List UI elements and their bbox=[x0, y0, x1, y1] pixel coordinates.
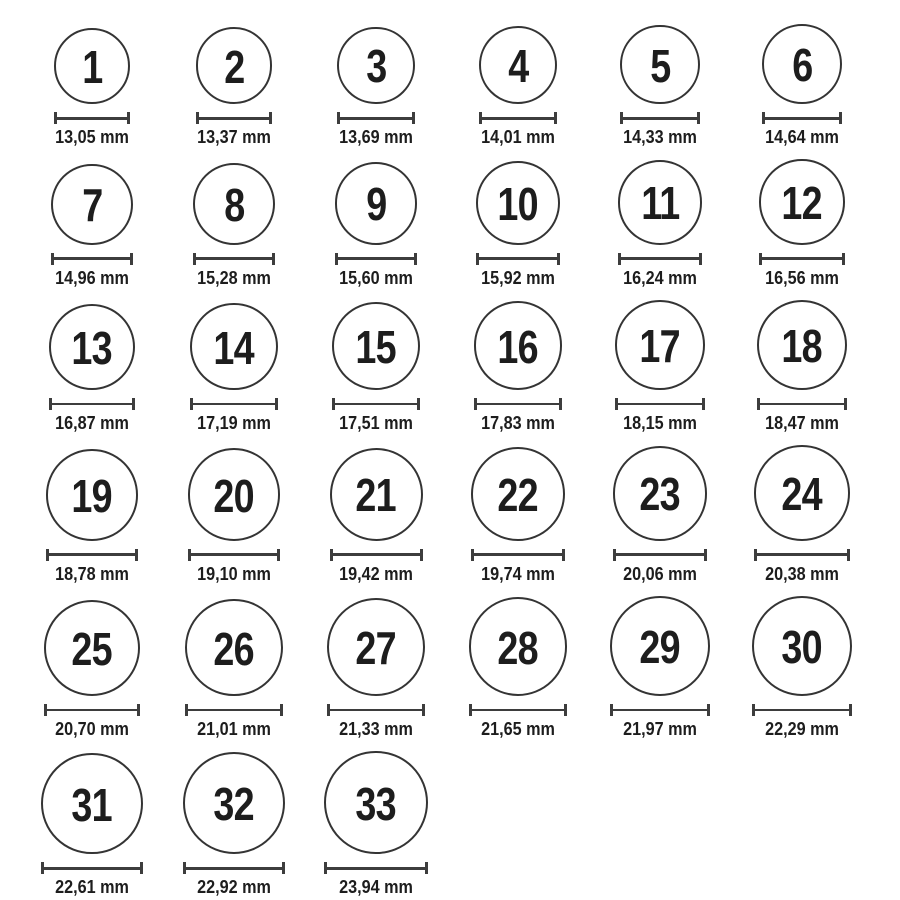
ring-size-number: 1 bbox=[81, 41, 103, 94]
ring-size-cell bbox=[21, 600, 163, 740]
diameter-measure-line bbox=[757, 398, 847, 410]
ring-size-cell bbox=[447, 301, 589, 434]
measure-bar bbox=[765, 117, 839, 120]
ring-circle bbox=[335, 162, 418, 245]
diameter-label: 20,06 mm bbox=[623, 563, 697, 584]
ring-circle bbox=[185, 599, 282, 696]
ring-circle bbox=[54, 28, 130, 104]
measure-bar bbox=[193, 403, 274, 406]
diameter-label: 19,10 mm bbox=[197, 563, 271, 584]
ring-size-number: 9 bbox=[365, 178, 387, 231]
ring-circle bbox=[330, 448, 423, 541]
measure-right-tick bbox=[844, 398, 847, 410]
diameter-measure-line bbox=[615, 398, 705, 410]
ring-circle bbox=[469, 597, 568, 696]
diameter-measure-line bbox=[474, 398, 563, 410]
diameter-label: 14,96 mm bbox=[55, 267, 129, 288]
ring-circle bbox=[324, 751, 427, 854]
ring-size-number: 18 bbox=[781, 319, 823, 372]
ring-size-cell bbox=[447, 26, 589, 149]
diameter-label: 21,01 mm bbox=[197, 719, 271, 740]
ring-size-number: 19 bbox=[71, 469, 113, 522]
diameter-label: 15,92 mm bbox=[481, 267, 555, 288]
ring-circle bbox=[327, 598, 425, 696]
diameter-label: 16,56 mm bbox=[765, 267, 839, 288]
measure-bar bbox=[44, 867, 140, 870]
ring-circle bbox=[332, 302, 420, 390]
ring-size-number: 15 bbox=[355, 321, 397, 374]
diameter-label: 21,97 mm bbox=[623, 719, 697, 740]
measure-bar bbox=[335, 403, 417, 406]
ring-size-number: 27 bbox=[355, 622, 397, 675]
ring-size-cell bbox=[305, 27, 447, 149]
ring-size-number: 5 bbox=[649, 39, 671, 92]
ring-size-number: 17 bbox=[639, 320, 681, 373]
measure-bar bbox=[57, 117, 127, 120]
measure-right-tick bbox=[564, 704, 567, 716]
measure-right-tick bbox=[414, 253, 417, 265]
ring-circle bbox=[762, 24, 842, 104]
diameter-label: 17,83 mm bbox=[481, 413, 555, 434]
ring-size-cell bbox=[305, 448, 447, 585]
diameter-measure-line bbox=[49, 398, 135, 410]
ring-size-cell bbox=[589, 300, 731, 434]
diameter-label: 22,61 mm bbox=[55, 877, 129, 898]
diameter-label: 13,69 mm bbox=[339, 127, 413, 148]
ring-size-number: 13 bbox=[71, 321, 113, 374]
measure-bar bbox=[621, 257, 700, 260]
ring-size-number: 21 bbox=[355, 469, 397, 522]
ring-circle bbox=[757, 300, 847, 390]
measure-right-tick bbox=[699, 253, 702, 265]
ring-size-number: 16 bbox=[497, 320, 539, 373]
measure-right-tick bbox=[127, 112, 130, 124]
diameter-label: 18,15 mm bbox=[623, 413, 697, 434]
measure-bar bbox=[188, 709, 279, 712]
diameter-label: 18,78 mm bbox=[55, 563, 129, 584]
measure-right-tick bbox=[420, 549, 423, 561]
ring-circle bbox=[479, 26, 558, 105]
measure-bar bbox=[474, 553, 562, 556]
diameter-label: 21,33 mm bbox=[339, 719, 413, 740]
measure-right-tick bbox=[417, 398, 420, 410]
diameter-measure-line bbox=[54, 112, 130, 124]
diameter-measure-line bbox=[44, 704, 140, 716]
measure-right-tick bbox=[849, 704, 852, 716]
ring-size-cell bbox=[731, 445, 873, 585]
ring-circle bbox=[44, 600, 140, 696]
measure-bar bbox=[338, 257, 415, 260]
measure-right-tick bbox=[269, 112, 272, 124]
diameter-label: 13,05 mm bbox=[55, 127, 129, 148]
measure-bar bbox=[477, 403, 560, 406]
measure-right-tick bbox=[280, 704, 283, 716]
measure-right-tick bbox=[847, 549, 850, 561]
diameter-measure-line bbox=[469, 704, 568, 716]
measure-right-tick bbox=[702, 398, 705, 410]
diameter-measure-line bbox=[471, 549, 565, 561]
measure-bar bbox=[755, 709, 850, 712]
ring-size-cell bbox=[163, 163, 305, 289]
diameter-label: 14,33 mm bbox=[623, 127, 697, 148]
diameter-label: 16,87 mm bbox=[55, 413, 129, 434]
measure-bar bbox=[482, 117, 555, 120]
ring-size-number: 23 bbox=[639, 468, 681, 521]
measure-bar bbox=[196, 257, 272, 260]
diameter-measure-line bbox=[41, 862, 143, 874]
ring-size-cell bbox=[731, 24, 873, 148]
ring-circle bbox=[474, 301, 563, 390]
ring-size-number: 22 bbox=[497, 468, 539, 521]
diameter-label: 22,29 mm bbox=[765, 719, 839, 740]
ring-size-cell bbox=[305, 302, 447, 434]
diameter-measure-line bbox=[51, 253, 132, 265]
diameter-measure-line bbox=[324, 862, 427, 874]
ring-circle bbox=[196, 27, 273, 104]
ring-size-number: 3 bbox=[365, 40, 387, 93]
diameter-measure-line bbox=[332, 398, 420, 410]
ring-size-number: 30 bbox=[781, 620, 823, 673]
ring-size-cell bbox=[21, 28, 163, 148]
ring-circle bbox=[615, 300, 705, 390]
measure-right-tick bbox=[277, 549, 280, 561]
ring-circle bbox=[51, 164, 132, 245]
diameter-measure-line bbox=[479, 112, 558, 124]
ring-size-number: 32 bbox=[213, 778, 255, 831]
ring-size-cell bbox=[163, 27, 305, 148]
measure-bar bbox=[623, 117, 696, 120]
ring-circle bbox=[610, 596, 710, 696]
measure-right-tick bbox=[422, 704, 425, 716]
ring-circle bbox=[190, 303, 277, 390]
measure-bar bbox=[191, 553, 277, 556]
ring-size-cell bbox=[163, 752, 305, 898]
diameter-measure-line bbox=[476, 253, 560, 265]
ring-size-number: 20 bbox=[213, 469, 255, 522]
measure-right-tick bbox=[704, 549, 707, 561]
measure-bar bbox=[757, 553, 847, 556]
diameter-measure-line bbox=[337, 112, 415, 124]
measure-right-tick bbox=[282, 862, 285, 874]
diameter-measure-line bbox=[185, 704, 282, 716]
ring-size-number: 6 bbox=[791, 39, 813, 92]
ring-size-number: 14 bbox=[213, 321, 255, 374]
ring-circle bbox=[193, 163, 275, 245]
diameter-label: 15,60 mm bbox=[339, 267, 413, 288]
ring-circle bbox=[41, 753, 143, 855]
measure-bar bbox=[333, 553, 420, 556]
measure-right-tick bbox=[130, 253, 133, 265]
ring-circle bbox=[754, 445, 850, 541]
ring-circle bbox=[183, 752, 285, 854]
measure-bar bbox=[327, 867, 424, 870]
measure-right-tick bbox=[697, 112, 700, 124]
diameter-label: 19,42 mm bbox=[339, 563, 413, 584]
diameter-label: 20,70 mm bbox=[55, 719, 129, 740]
ring-size-cell bbox=[447, 161, 589, 289]
ring-circle bbox=[618, 160, 703, 245]
diameter-measure-line bbox=[762, 112, 842, 124]
measure-bar bbox=[479, 257, 557, 260]
ring-size-cell bbox=[305, 162, 447, 289]
measure-bar bbox=[762, 257, 841, 260]
ring-size-cell bbox=[447, 597, 589, 740]
chart-row bbox=[21, 751, 900, 898]
measure-right-tick bbox=[135, 549, 138, 561]
diameter-label: 21,65 mm bbox=[481, 719, 555, 740]
chart-row bbox=[21, 300, 900, 434]
diameter-label: 22,92 mm bbox=[197, 877, 271, 898]
measure-bar bbox=[54, 257, 129, 260]
diameter-measure-line bbox=[330, 549, 423, 561]
diameter-measure-line bbox=[196, 112, 273, 124]
ring-size-cell bbox=[21, 449, 163, 584]
measure-bar bbox=[340, 117, 412, 120]
ring-size-number: 10 bbox=[497, 177, 539, 230]
ring-size-cell bbox=[731, 596, 873, 741]
ring-circle bbox=[49, 304, 135, 390]
diameter-label: 17,19 mm bbox=[197, 413, 271, 434]
measure-right-tick bbox=[559, 398, 562, 410]
ring-size-cell bbox=[589, 25, 731, 148]
measure-right-tick bbox=[557, 253, 560, 265]
measure-right-tick bbox=[425, 862, 428, 874]
diameter-label: 13,37 mm bbox=[197, 127, 271, 148]
chart-row bbox=[21, 445, 900, 585]
ring-size-number: 8 bbox=[223, 178, 245, 231]
diameter-measure-line bbox=[46, 549, 137, 561]
ring-size-cell bbox=[589, 596, 731, 740]
ring-size-number: 29 bbox=[639, 621, 681, 674]
ring-size-number: 33 bbox=[355, 777, 397, 830]
ring-circle bbox=[476, 161, 560, 245]
ring-size-number: 26 bbox=[213, 622, 255, 675]
ring-size-number: 25 bbox=[71, 623, 113, 676]
ring-size-number: 4 bbox=[507, 39, 529, 92]
diameter-label: 23,94 mm bbox=[339, 877, 413, 898]
ring-size-cell bbox=[163, 448, 305, 584]
diameter-measure-line bbox=[620, 112, 699, 124]
measure-right-tick bbox=[137, 704, 140, 716]
measure-bar bbox=[616, 553, 705, 556]
diameter-measure-line bbox=[190, 398, 277, 410]
measure-right-tick bbox=[842, 253, 845, 265]
ring-size-number: 7 bbox=[81, 179, 103, 232]
ring-circle bbox=[620, 25, 699, 104]
diameter-label: 14,01 mm bbox=[481, 127, 555, 148]
diameter-measure-line bbox=[188, 549, 280, 561]
diameter-measure-line bbox=[335, 253, 418, 265]
measure-bar bbox=[49, 553, 134, 556]
chart-row bbox=[21, 159, 900, 288]
measure-bar bbox=[760, 403, 844, 406]
measure-bar bbox=[613, 709, 707, 712]
measure-right-tick bbox=[707, 704, 710, 716]
diameter-measure-line bbox=[618, 253, 703, 265]
diameter-measure-line bbox=[754, 549, 850, 561]
ring-circle bbox=[188, 448, 280, 540]
ring-size-cell bbox=[589, 446, 731, 585]
diameter-label: 17,51 mm bbox=[339, 413, 413, 434]
measure-right-tick bbox=[132, 398, 135, 410]
diameter-label: 16,24 mm bbox=[623, 267, 697, 288]
ring-size-cell bbox=[21, 753, 163, 899]
ring-size-number: 24 bbox=[781, 467, 823, 520]
measure-bar bbox=[199, 117, 270, 120]
diameter-label: 15,28 mm bbox=[197, 267, 271, 288]
chart-row bbox=[21, 24, 900, 148]
diameter-label: 14,64 mm bbox=[765, 127, 839, 148]
measure-right-tick bbox=[412, 112, 415, 124]
measure-right-tick bbox=[140, 862, 143, 874]
diameter-label: 18,47 mm bbox=[765, 413, 839, 434]
diameter-label: 19,74 mm bbox=[481, 563, 555, 584]
diameter-measure-line bbox=[193, 253, 275, 265]
ring-size-cell bbox=[163, 303, 305, 434]
measure-bar bbox=[472, 709, 565, 712]
ring-size-cell bbox=[21, 164, 163, 289]
measure-bar bbox=[186, 867, 282, 870]
measure-right-tick bbox=[272, 253, 275, 265]
chart-row bbox=[21, 596, 900, 741]
ring-size-cell bbox=[731, 300, 873, 434]
diameter-measure-line bbox=[610, 704, 710, 716]
diameter-measure-line bbox=[613, 549, 708, 561]
diameter-measure-line bbox=[327, 704, 425, 716]
ring-size-cell bbox=[21, 304, 163, 434]
ring-size-cell bbox=[305, 598, 447, 740]
ring-circle bbox=[613, 446, 708, 541]
ring-circle bbox=[337, 27, 415, 105]
ring-circle bbox=[759, 159, 844, 244]
ring-size-cell bbox=[163, 599, 305, 740]
ring-size-number: 11 bbox=[640, 177, 680, 230]
measure-bar bbox=[330, 709, 422, 712]
ring-size-cell bbox=[589, 160, 731, 289]
ring-size-cell bbox=[305, 751, 447, 898]
ring-circle bbox=[471, 447, 565, 541]
measure-bar bbox=[47, 709, 137, 712]
measure-right-tick bbox=[839, 112, 842, 124]
diameter-label: 20,38 mm bbox=[765, 563, 839, 584]
measure-bar bbox=[618, 403, 702, 406]
ring-size-number: 28 bbox=[497, 621, 539, 674]
measure-right-tick bbox=[275, 398, 278, 410]
diameter-measure-line bbox=[183, 862, 285, 874]
diameter-measure-line bbox=[759, 253, 844, 265]
ring-circle bbox=[752, 596, 853, 697]
ring-size-cell bbox=[731, 159, 873, 288]
ring-size-number: 2 bbox=[223, 40, 245, 93]
ring-circle bbox=[46, 449, 137, 540]
ring-size-cell bbox=[447, 447, 589, 585]
diameter-measure-line bbox=[752, 704, 853, 716]
ring-size-number: 31 bbox=[71, 778, 113, 831]
measure-right-tick bbox=[562, 549, 565, 561]
measure-bar bbox=[52, 403, 132, 406]
measure-right-tick bbox=[554, 112, 557, 124]
ring-size-number: 12 bbox=[781, 176, 823, 229]
